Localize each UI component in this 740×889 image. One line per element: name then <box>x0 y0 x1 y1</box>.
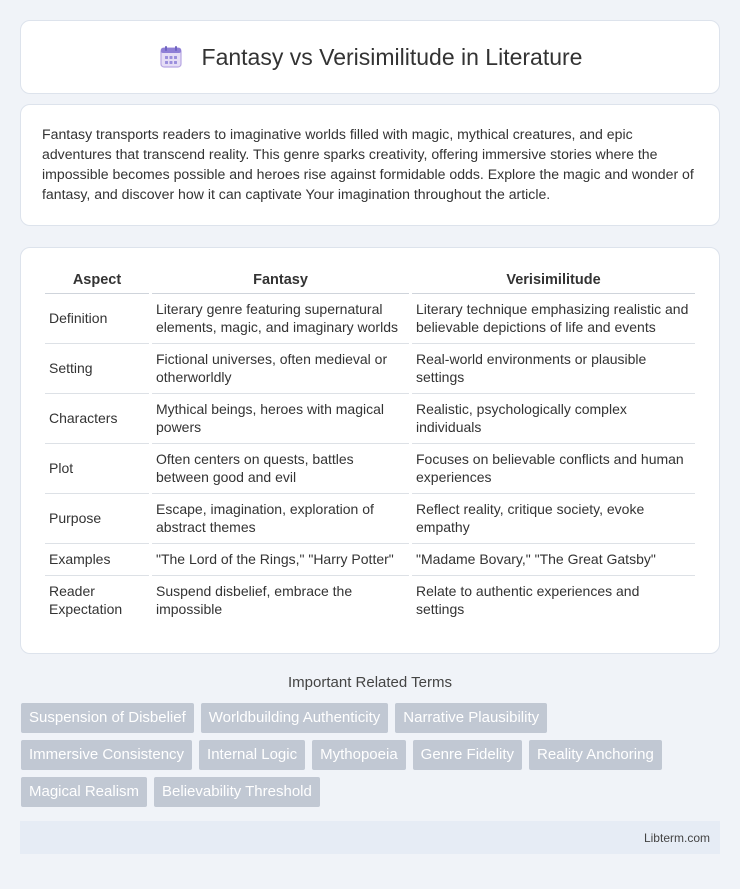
related-term-tag[interactable]: Internal Logic <box>199 740 305 770</box>
cell-aspect: Setting <box>45 344 149 394</box>
cell-aspect: Characters <box>45 394 149 444</box>
table-row <box>45 294 695 344</box>
cell-fantasy: Suspend disbelief, embrace the impossible <box>156 583 353 617</box>
related-term-tag[interactable]: Magical Realism <box>21 777 147 807</box>
footer-site-link[interactable]: Libterm.com <box>643 830 710 845</box>
cell-verisimilitude: "Madame Bovary," "The Great Gatsby" <box>412 544 695 576</box>
header-card <box>20 20 720 94</box>
cell-verisimilitude: Relate to authentic experiences and settings <box>416 583 640 617</box>
related-term-tag[interactable]: Mythopoeia <box>312 740 406 770</box>
related-term-tag[interactable]: Immersive Consistency <box>21 740 192 770</box>
comparison-table <box>42 268 698 625</box>
related-term-tag[interactable]: Genre Fidelity <box>413 740 522 770</box>
cell-fantasy: "The Lord of the Rings," "Harry Potter" <box>152 544 409 576</box>
cell-verisimilitude: Reflect reality, critique society, evoke empathy <box>412 494 695 544</box>
cell-aspect: Purpose <box>45 494 149 544</box>
cell-aspect: Examples <box>45 544 149 576</box>
table-row <box>45 494 695 544</box>
comparison-table-card <box>20 247 720 654</box>
cell-fantasy: Fictional universes, often medieval or otherworldly <box>152 344 409 394</box>
table-header-row <box>45 268 695 294</box>
cell-fantasy: Literary genre featuring supernatural elements, magic, and imaginary worlds <box>152 294 409 344</box>
page-title: Fantasy vs Verisimilitude in Literature <box>201 43 583 70</box>
column-header-verisimilitude: Verisimilitude <box>412 268 695 294</box>
cell-aspect: Plot <box>45 444 149 494</box>
cell-verisimilitude: Focuses on believable conflicts and human experiences <box>412 444 695 494</box>
table-row <box>45 394 695 444</box>
cell-verisimilitude: Realistic, psychologically complex individuals <box>412 394 695 444</box>
related-term-tag[interactable]: Reality Anchoring <box>529 740 662 770</box>
cell-fantasy: Escape, imagination, exploration of abstract themes <box>152 494 409 544</box>
table-row <box>45 344 695 394</box>
cell-verisimilitude: Real-world environments or plausible settings <box>412 344 695 394</box>
column-header-aspect: Aspect <box>45 268 149 294</box>
intro-card <box>20 104 720 226</box>
table-row <box>45 444 695 494</box>
related-term-tag[interactable]: Suspension of Disbelief <box>21 703 194 733</box>
cell-fantasy: Mythical beings, heroes with magical powers <box>152 394 409 444</box>
footer <box>20 821 720 854</box>
cell-fantasy: Often centers on quests, battles between good and evil <box>152 444 409 494</box>
cell-verisimilitude: Literary technique emphasizing realistic and believable depictions of life and events <box>412 294 695 344</box>
cell-aspect: Definition <box>45 294 149 344</box>
related-term-tag[interactable]: Narrative Plausibility <box>395 703 547 733</box>
related-terms-heading: Important Related Terms <box>288 674 452 691</box>
table-row <box>45 576 695 625</box>
related-term-tag[interactable]: Worldbuilding Authenticity <box>201 703 389 733</box>
table-row <box>45 544 695 576</box>
intro-text: Fantasy transports readers to imaginative worlds filled with magic, mythical creatures, and epic adventures that transcend reality. This genre sparks creativity, offering immersive stories where the impossible becomes possible and heroes rise against formidable odds. Explore the magic and wonder of fantasy, and discover how it can captivate Your imagination throughout the article. <box>42 126 694 202</box>
column-header-fantasy: Fantasy <box>152 268 409 294</box>
related-term-tag[interactable]: Believability Threshold <box>154 777 320 807</box>
calendar-icon <box>158 44 184 70</box>
related-terms-list <box>21 703 720 807</box>
cell-aspect: Reader Expectation <box>49 583 123 617</box>
